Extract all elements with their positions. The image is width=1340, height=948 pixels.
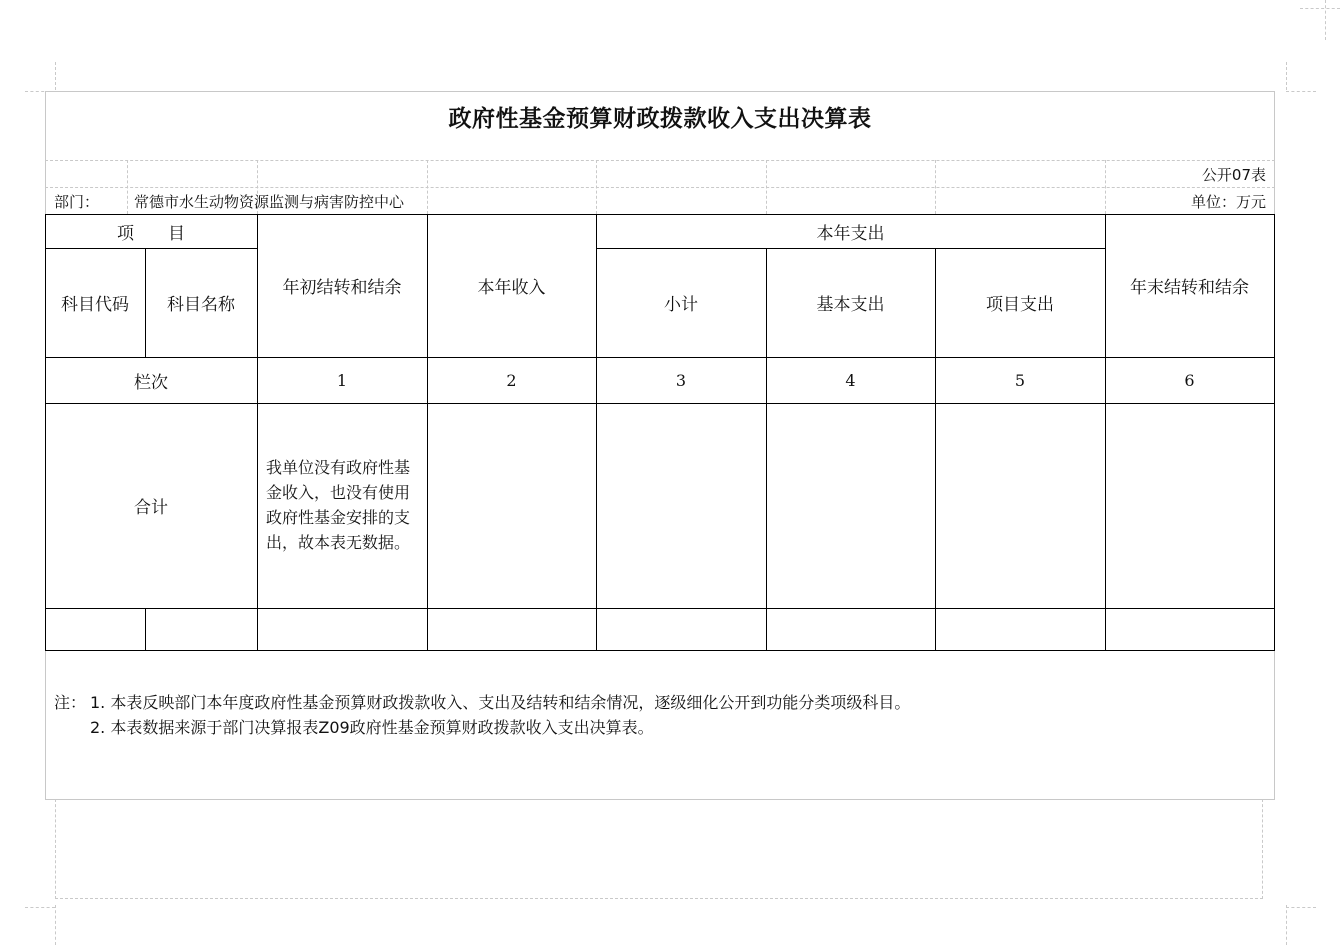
header-income: 本年收入: [477, 278, 546, 298]
header-carryover-begin: 年初结转和结余: [282, 278, 402, 298]
department-label: 部门：: [54, 193, 100, 211]
department-name: 常德市水生动物资源监测与病害防控中心: [134, 193, 405, 211]
header-subtotal: 小计: [664, 295, 698, 315]
col-index-1: 1: [336, 370, 348, 390]
header-name: 科目名称: [167, 295, 235, 315]
no-data-remark: 我单位没有政府性基金收入，也没有使用政府性基金安排的支出，故本表无数据。: [266, 458, 411, 552]
row-index-label: 栏次: [134, 372, 168, 393]
col-index-6: 6: [1184, 370, 1195, 390]
total-label: 合计: [134, 498, 168, 518]
col-index-5: 5: [1014, 370, 1026, 390]
header-item: 项 目: [117, 223, 185, 244]
header-expense-group: 本年支出: [816, 223, 885, 244]
form-code: 公开07表: [1201, 166, 1266, 184]
col-index-2: 2: [506, 370, 517, 390]
col-index-3: 3: [675, 370, 687, 390]
header-carryover-end: 年末结转和结余: [1130, 278, 1249, 298]
report-title: 政府性基金预算财政拨款收入支出决算表: [448, 104, 872, 132]
notes-prefix: 注：: [54, 693, 87, 712]
header-code: 科目代码: [61, 295, 129, 315]
note-1: 1. 本表反映部门本年度政府性基金预算财政拨款收入、支出及结转和结余情况，逐级细化公开到功能分类项级科目。: [90, 693, 911, 712]
header-basic: 基本支出: [816, 295, 885, 315]
unit-label: 单位：万元: [1190, 193, 1266, 211]
col-index-4: 4: [845, 370, 856, 390]
note-2: 2. 本表数据来源于部门决算报表Z09政府性基金预算财政拨款收入支出决算表。: [90, 718, 654, 737]
header-project: 项目支出: [986, 295, 1054, 315]
